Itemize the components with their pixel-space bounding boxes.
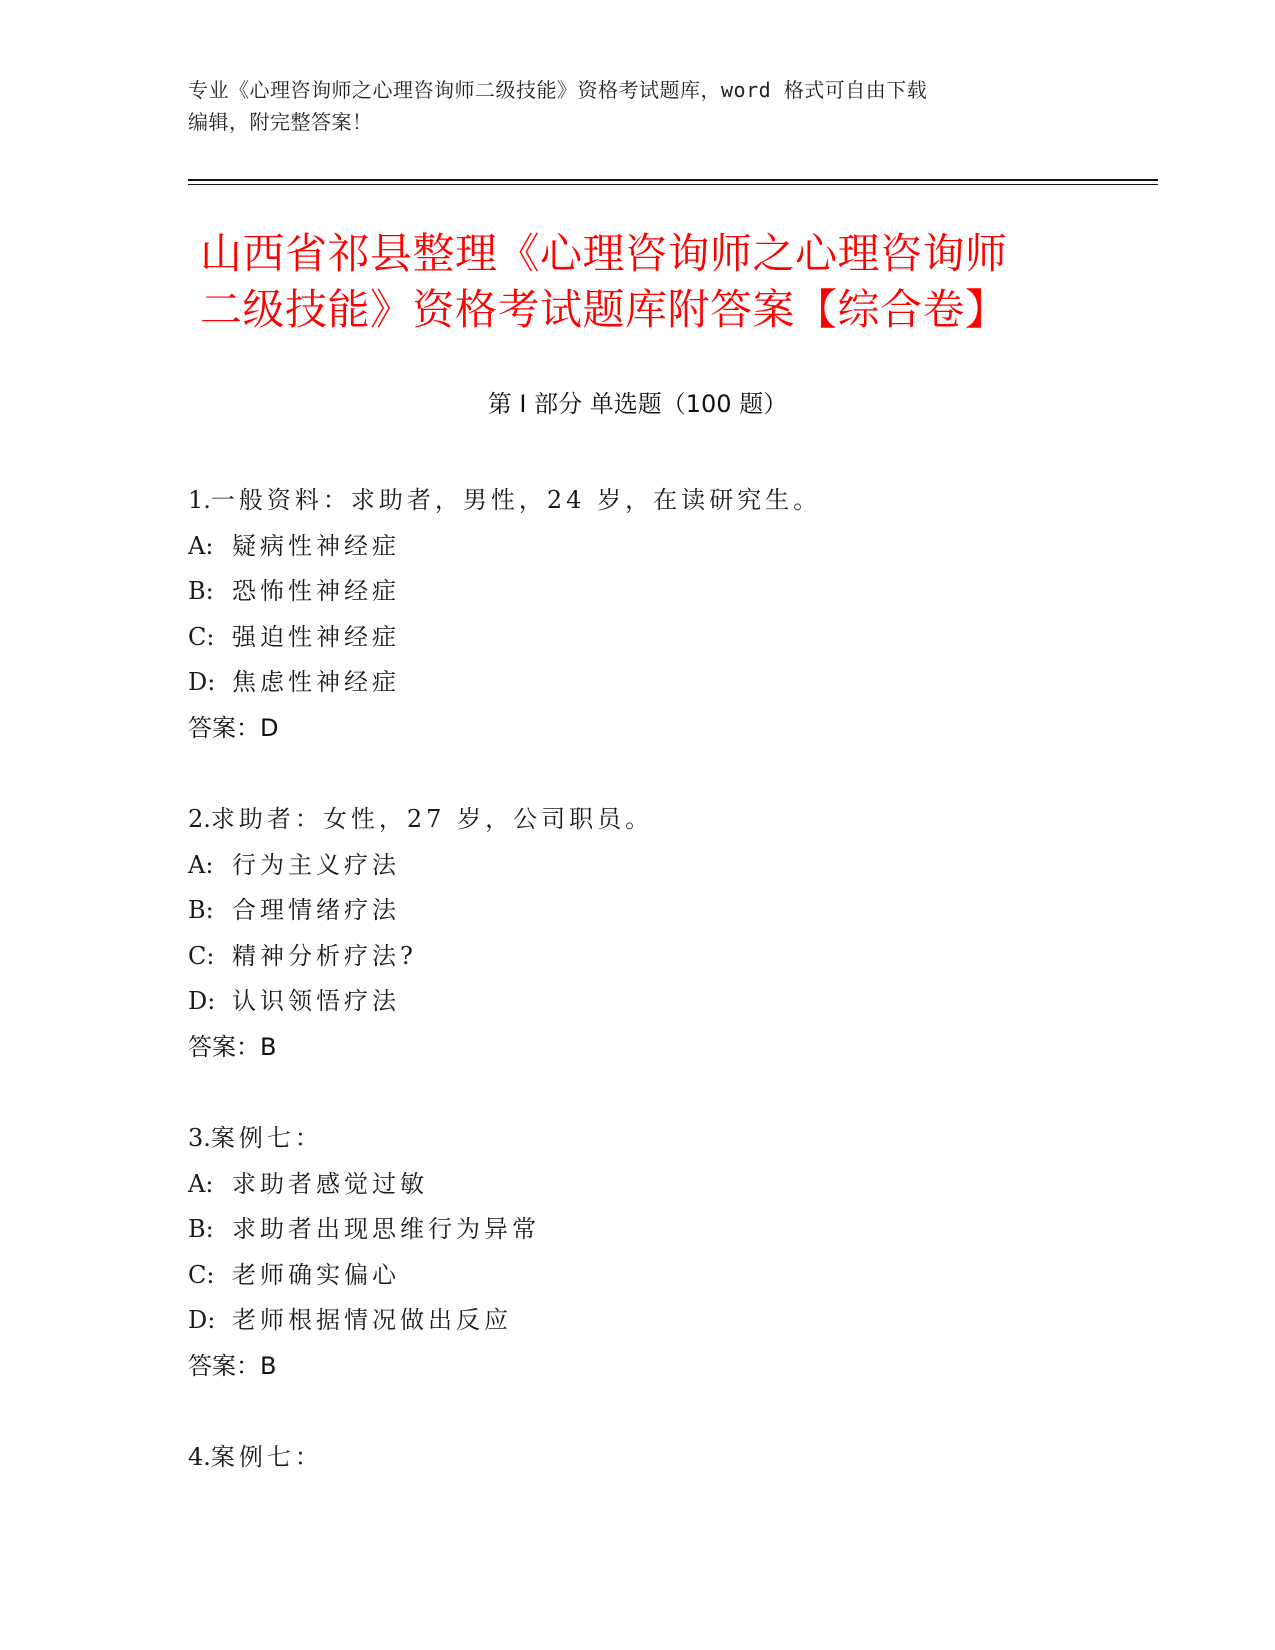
option-letter: D: [188,668,216,696]
document-title [200,226,1100,338]
question-stem [188,1116,1148,1162]
option-letter: D: [188,1306,216,1334]
question-number: 3. [188,1124,211,1152]
document-title-line-1: 山西省祁县整理《心理咨询师之心理咨询师 [200,229,1008,278]
option-letter: A: [188,1169,214,1198]
question-stem [188,797,1148,843]
option-text: 认识领悟疗法 [232,987,400,1015]
question-text: 求助者：女性，27 岁，公司职员。 [210,805,654,833]
option-letter: B: [188,896,214,924]
option-text: 精神分析疗法? [232,941,417,970]
option-letter: C: [188,622,215,651]
document-title-line-2: 二级技能》资格考试题库附答案【综合卷】 [200,285,1008,334]
option-c [188,615,1148,661]
option-text: 求助者感觉过敏 [232,1169,428,1198]
question-2 [188,797,1148,1070]
option-text: 合理情绪疗法 [232,896,400,924]
option-a [188,1162,1148,1208]
option-letter: C: [188,941,215,970]
option-text: 求助者出现思维行为异常 [232,1215,540,1243]
header-note-line-2: 编辑，附完整答案！ [188,110,373,134]
option-letter: B: [188,577,214,605]
question-4 [188,1435,1148,1481]
option-d [188,660,1148,706]
question-number: 4. [188,1443,211,1471]
option-letter: D: [188,987,216,1015]
option-letter: A: [188,531,214,560]
section-heading: 第 I 部分 单选题（100 题） [487,390,788,418]
option-text: 强迫性神经症 [232,622,400,651]
option-text: 疑病性神经症 [232,531,400,560]
answer: 答案：D [188,713,279,742]
option-c [188,934,1148,980]
question-stem [188,1435,1148,1481]
option-a [188,843,1148,889]
question-text: 案例七： [210,1124,323,1152]
option-b [188,1207,1148,1253]
option-b [188,888,1148,934]
header-note [188,74,1088,138]
option-letter: C: [188,1260,215,1289]
option-text: 恐怖性神经症 [232,577,400,605]
question-1 [188,478,1148,751]
answer: 答案：B [188,1032,277,1061]
option-a [188,524,1148,570]
option-b [188,569,1148,615]
option-d [188,1298,1148,1344]
question-text: 案例七： [210,1443,323,1471]
option-c [188,1253,1148,1299]
option-text: 焦虑性神经症 [232,668,400,696]
question-3 [188,1116,1148,1389]
question-stem [188,478,1148,524]
option-d [188,979,1148,1025]
question-number: 1. [188,486,211,514]
option-letter: B: [188,1215,214,1243]
option-text: 老师根据情况做出反应 [232,1306,512,1334]
question-number: 2. [188,805,211,833]
question-list [188,478,1148,1527]
header-divider-thin [188,184,1158,185]
answer: 答案：B [188,1351,277,1380]
option-letter: A: [188,850,214,879]
option-text: 行为主义疗法 [232,850,400,879]
option-text: 老师确实偏心 [232,1260,400,1289]
question-text: 一般资料：求助者，男性，24 岁，在读研究生。 [210,486,822,514]
header-note-line-1: 专业《心理咨询师之心理咨询师二级技能》资格考试题库，word 格式可自由下载 [188,78,928,102]
header-divider-thick [188,179,1158,181]
